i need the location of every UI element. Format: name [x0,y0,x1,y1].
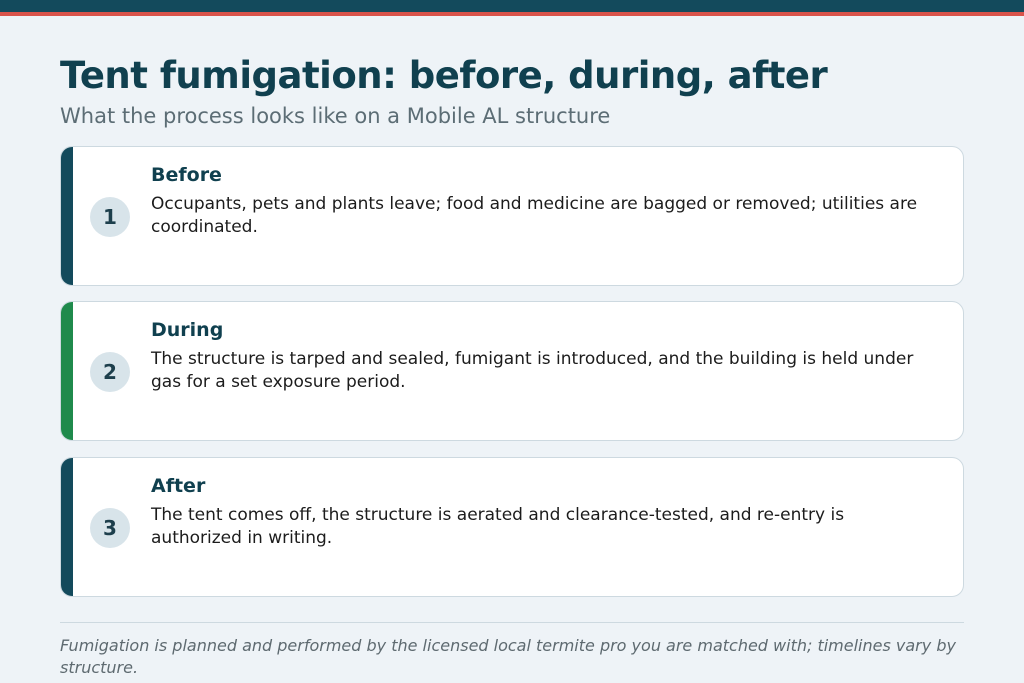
step-card-during [60,301,964,441]
step-description: The structure is tarped and sealed, fumigant is introduced, and the building is held under gas for a set exposure period. [151,349,914,392]
step-number-badge: 3 [90,508,130,548]
step-card-before [60,146,964,286]
step-stripe [61,458,73,596]
step-heading: After [151,475,206,497]
step-description: Occupants, pets and plants leave; food and medicine are bagged or removed; utilities are coordinated. [151,194,918,237]
page-subtitle: What the process looks like on a Mobile AL structure [60,104,611,128]
step-description: The tent comes off, the structure is aerated and clearance-tested, and re-entry is authorized in writing. [151,505,845,548]
step-number-badge: 1 [90,197,130,237]
step-stripe [61,302,73,440]
step-card-after [60,457,964,597]
footer-divider [60,622,964,623]
step-stripe [61,147,73,285]
step-number-badge: 2 [90,352,130,392]
step-heading: Before [151,164,222,186]
step-heading: During [151,319,224,341]
top-bar [0,0,1024,12]
footnote: Fumigation is planned and performed by the licensed local termite pro you are matched with; timelines vary by structure. [60,636,956,677]
top-bar-accent [0,12,1024,16]
page-title: Tent fumigation: before, during, after [60,54,828,97]
